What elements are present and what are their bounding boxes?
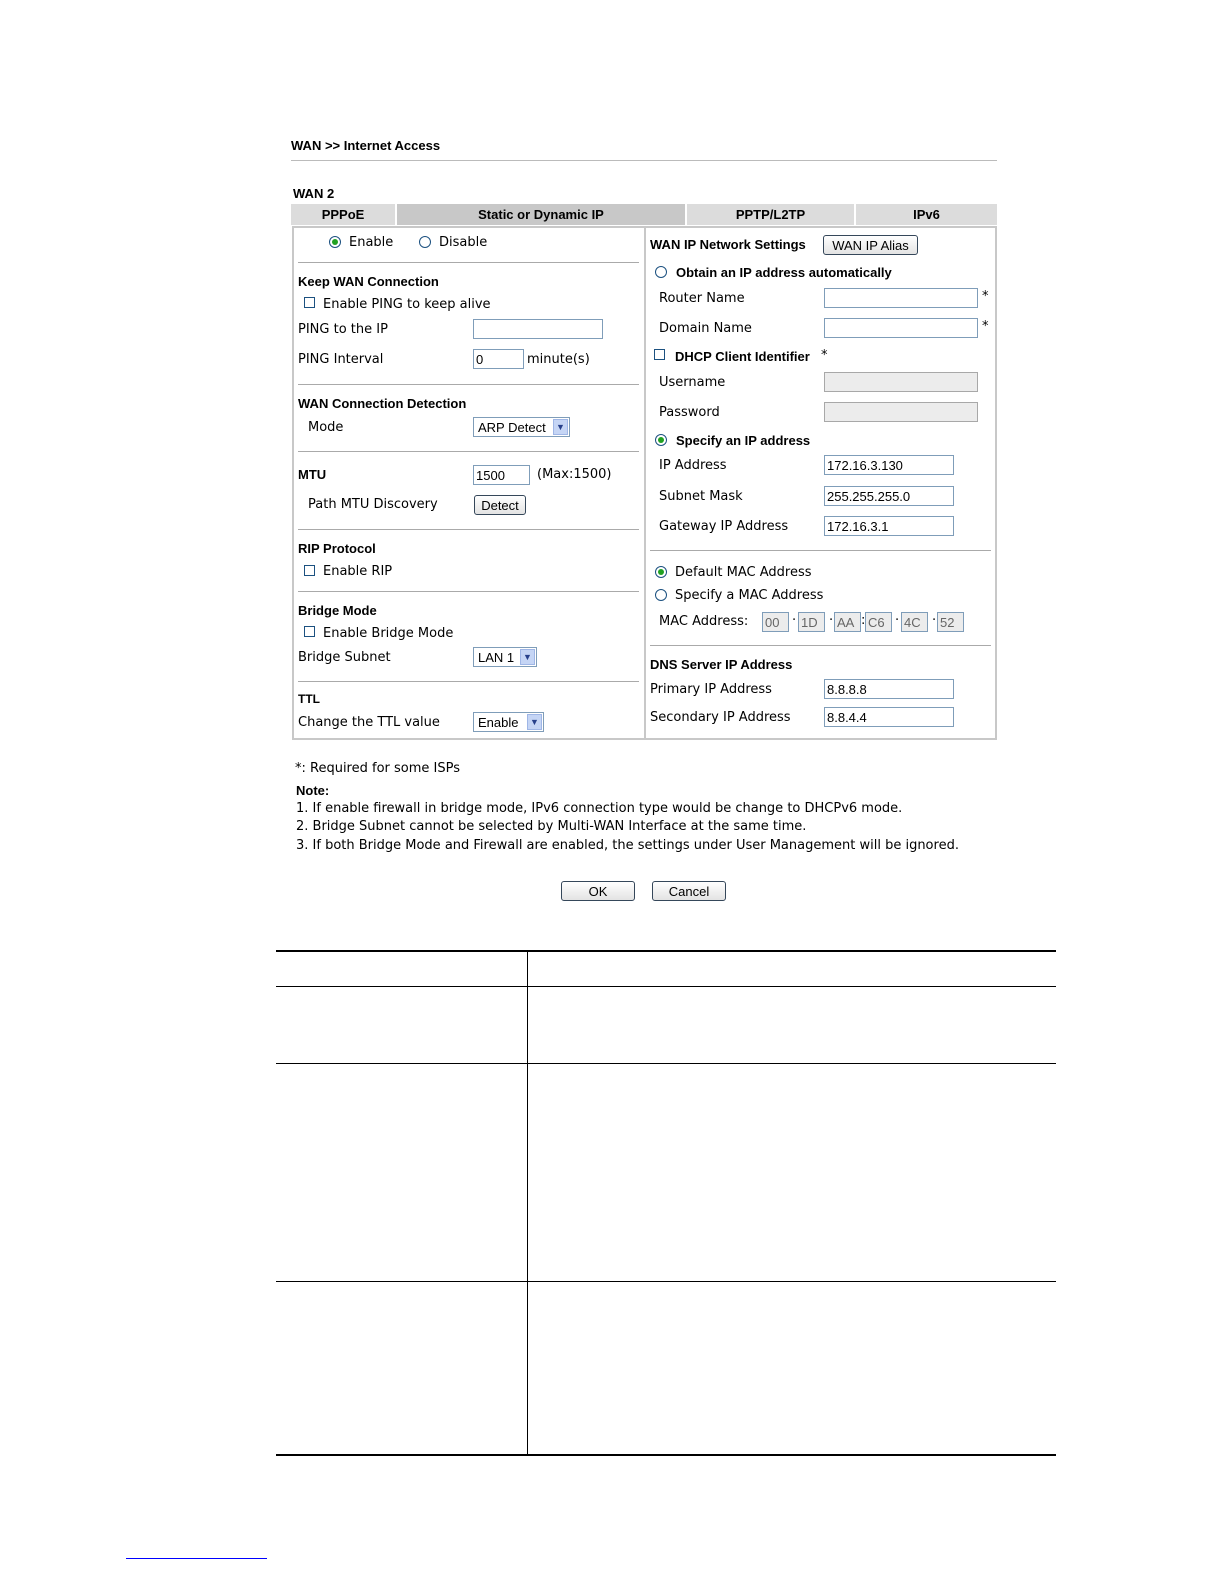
table-row-rule — [276, 1281, 1056, 1282]
enable-ping-checkbox[interactable] — [304, 297, 315, 308]
ping-ip-input[interactable] — [473, 319, 603, 339]
gateway-label: Gateway IP Address — [659, 519, 789, 534]
separator — [298, 262, 639, 263]
chevron-down-icon: ▼ — [520, 649, 535, 665]
enable-rip-checkbox[interactable] — [304, 565, 315, 576]
enable-ping-label: Enable PING to keep alive — [323, 297, 491, 312]
obtain-ip-radio[interactable] — [655, 266, 667, 278]
panel-divider — [644, 228, 646, 739]
mode-select-value: ARP Detect — [478, 419, 546, 435]
mac-separator: · — [792, 613, 797, 628]
password-input[interactable] — [824, 402, 978, 422]
required-mark: * — [982, 289, 989, 304]
path-mtu-label: Path MTU Discovery — [308, 497, 438, 512]
required-mark: * — [982, 319, 989, 334]
required-mark: * — [821, 348, 828, 363]
bridge-subnet-select[interactable] — [473, 647, 537, 667]
ping-interval-input[interactable] — [473, 349, 524, 369]
mac-octet-2[interactable]: 1D — [798, 612, 825, 632]
chevron-down-icon: ▼ — [527, 714, 542, 730]
ping-ip-label: PING to the IP — [298, 322, 388, 337]
wan-ip-alias-button[interactable]: WAN IP Alias — [823, 235, 918, 255]
mac-separator: · — [932, 613, 937, 628]
router-name-label: Router Name — [659, 291, 745, 306]
mtu-input[interactable] — [473, 465, 530, 485]
gateway-input[interactable] — [824, 516, 954, 536]
mac-octet-6[interactable]: 52 — [937, 612, 964, 632]
enable-bridge-checkbox[interactable] — [304, 626, 315, 637]
separator — [298, 681, 639, 682]
wan-label: WAN 2 — [293, 186, 335, 201]
chevron-down-icon: ▼ — [553, 419, 568, 435]
required-note: *: Required for some ISPs — [295, 761, 461, 776]
specify-mac-radio[interactable] — [655, 589, 667, 601]
table-column-divider — [527, 952, 528, 1454]
default-mac-label: Default MAC Address — [675, 565, 812, 580]
breadcrumb: WAN >> Internet Access — [291, 138, 441, 153]
tab-pptp-l2tp[interactable]: PPTP/L2TP — [687, 204, 856, 225]
username-label: Username — [659, 375, 726, 390]
disable-radio[interactable] — [419, 236, 431, 248]
specify-ip-radio[interactable] — [655, 434, 667, 446]
note-item: 3. If both Bridge Mode and Firewall are enabled, the settings under User Management will be ignored. — [296, 838, 959, 853]
tab-pppoe[interactable]: PPPoE — [291, 204, 397, 225]
ok-button[interactable]: OK — [561, 881, 635, 901]
secondary-dns-input[interactable] — [824, 707, 954, 727]
default-mac-radio[interactable] — [655, 566, 667, 578]
mtu-max: (Max:1500) — [537, 467, 612, 482]
domain-name-input[interactable] — [824, 318, 978, 338]
separator — [650, 550, 991, 551]
ip-address-input[interactable] — [824, 455, 954, 475]
detect-button[interactable]: Detect — [474, 495, 526, 515]
mac-octet-5[interactable]: 4C — [901, 612, 928, 632]
keep-wan-title: Keep WAN Connection — [298, 274, 439, 289]
domain-name-label: Domain Name — [659, 321, 752, 336]
bridge-subnet-value: LAN 1 — [478, 649, 515, 665]
mac-octet-1[interactable]: 00 — [762, 612, 789, 632]
enable-radio[interactable] — [329, 236, 341, 248]
network-title: WAN IP Network Settings — [650, 237, 806, 252]
disable-label: Disable — [439, 235, 488, 250]
separator — [298, 591, 639, 592]
mac-separator: · — [895, 613, 900, 628]
mode-select[interactable] — [473, 417, 570, 437]
tab-static-dynamic-ip[interactable]: Static or Dynamic IP — [397, 204, 687, 225]
dhcp-client-checkbox[interactable] — [654, 349, 665, 360]
subnet-mask-input[interactable] — [824, 486, 954, 506]
ttl-select-value: Enable — [478, 714, 519, 730]
ttl-label: Change the TTL value — [298, 715, 440, 730]
mac-address-label: MAC Address: — [659, 614, 749, 629]
rip-title: RIP Protocol — [298, 541, 376, 556]
header-divider — [291, 160, 997, 161]
separator — [298, 384, 639, 385]
table-top-rule — [276, 950, 1056, 952]
enable-rip-label: Enable RIP — [323, 564, 393, 579]
cancel-button[interactable]: Cancel — [652, 881, 726, 901]
enable-label: Enable — [349, 235, 394, 250]
ttl-select[interactable] — [473, 712, 544, 732]
note-title: Note: — [296, 783, 330, 798]
tab-ipv6[interactable]: IPv6 — [856, 204, 997, 225]
specify-mac-label: Specify a MAC Address — [675, 588, 824, 603]
ping-interval-unit: minute(s) — [527, 352, 590, 367]
footer-rule — [126, 1558, 267, 1559]
primary-dns-label: Primary IP Address — [650, 682, 772, 697]
table-row-rule — [276, 1063, 1056, 1064]
dhcp-client-label: DHCP Client Identifier — [675, 349, 810, 364]
ip-address-label: IP Address — [659, 458, 727, 473]
dns-title: DNS Server IP Address — [650, 657, 793, 672]
mac-separator: · — [829, 613, 834, 628]
primary-dns-input[interactable] — [824, 679, 954, 699]
router-name-input[interactable] — [824, 288, 978, 308]
table-row-rule — [276, 986, 1056, 987]
separator — [650, 645, 991, 646]
obtain-ip-label: Obtain an IP address automatically — [676, 265, 892, 280]
username-input[interactable] — [824, 372, 978, 392]
mac-separator: : — [861, 613, 866, 628]
table-bottom-rule — [276, 1454, 1056, 1456]
ttl-title: TTL — [298, 692, 320, 706]
secondary-dns-label: Secondary IP Address — [650, 710, 791, 725]
bridge-subnet-label: Bridge Subnet — [298, 650, 391, 665]
detection-title: WAN Connection Detection — [298, 396, 467, 411]
mtu-title: MTU — [298, 467, 327, 482]
note-item: 2. Bridge Subnet cannot be selected by Multi-WAN Interface at the same time. — [296, 819, 807, 834]
ping-interval-label: PING Interval — [298, 352, 384, 367]
enable-bridge-label: Enable Bridge Mode — [323, 626, 454, 641]
mode-label: Mode — [308, 420, 344, 435]
mac-octet-4[interactable]: C6 — [865, 612, 892, 632]
separator — [298, 451, 639, 452]
specify-ip-label: Specify an IP address — [676, 433, 811, 448]
separator — [298, 529, 639, 530]
mac-octet-3[interactable]: AA — [834, 612, 861, 632]
bridge-title: Bridge Mode — [298, 603, 377, 618]
subnet-mask-label: Subnet Mask — [659, 489, 743, 504]
password-label: Password — [659, 405, 720, 420]
note-item: 1. If enable firewall in bridge mode, IPv6 connection type would be change to DHCPv6 mode. — [296, 801, 903, 816]
